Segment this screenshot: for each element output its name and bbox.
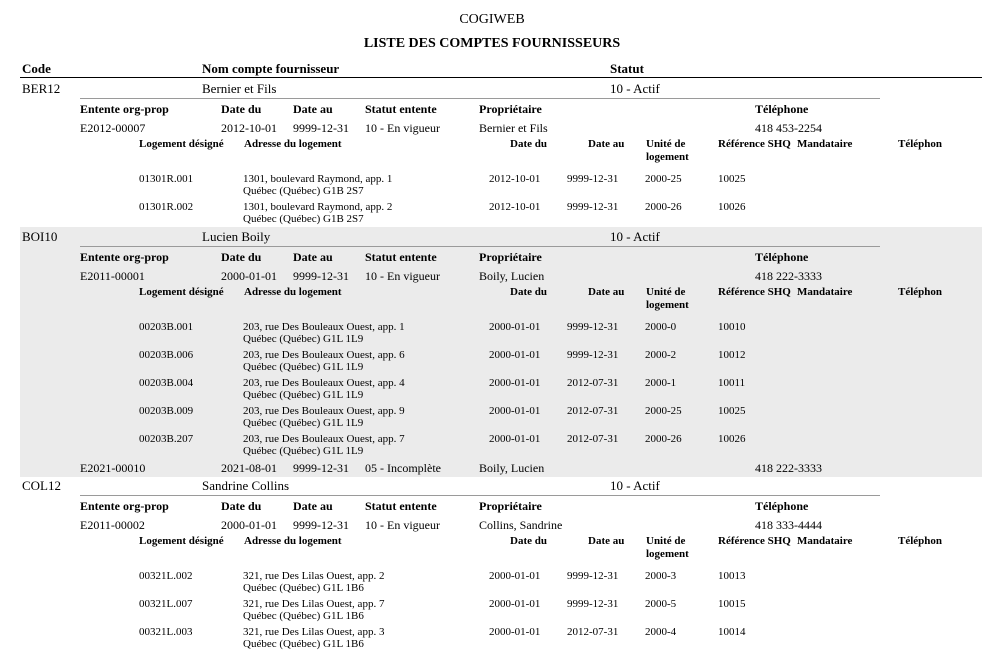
unit-date-au: 9999-12-31 (567, 201, 619, 213)
supplier-rule (80, 98, 880, 99)
unit-designe: 01301R.001 (139, 173, 194, 185)
agreement-date-du: 2021-08-01 (221, 461, 277, 475)
unit-address-line2: Québec (Québec) G1L 1L9 (243, 417, 364, 429)
agreement-status: 05 - Incomplète (365, 461, 441, 475)
ref-shq-header: Référence SHQ (718, 138, 791, 150)
agreement-status: 10 - En vigueur (365, 121, 440, 135)
agreement-date-au: 9999-12-31 (293, 269, 349, 283)
supplier-status: 10 - Actif (610, 478, 660, 493)
supplier-code: BER12 (22, 81, 61, 96)
statut-entente-header: Statut entente (365, 499, 437, 513)
column-header-status: Statut (610, 61, 644, 76)
unit-address-line1: 321, rue Des Lilas Ouest, app. 3 (243, 626, 385, 638)
mandataire-header: Mandataire (797, 138, 853, 150)
unit-address-line1: 203, rue Des Bouleaux Ouest, app. 1 (243, 321, 405, 333)
unit-date-au: 2012-07-31 (567, 377, 619, 389)
date-au-header: Date au (293, 499, 333, 513)
entente-header: Entente org-prop (80, 499, 169, 513)
unit-address-line2: Québec (Québec) G1B 2S7 (243, 185, 364, 197)
agreement-date-du: 2000-01-01 (221, 269, 277, 283)
unit-date-du-header: Date du (510, 535, 547, 547)
agreement-id: E2012-00007 (80, 121, 146, 135)
unit-address-line1: 203, rue Des Bouleaux Ouest, app. 6 (243, 349, 405, 361)
unit-date-du: 2000-01-01 (489, 433, 541, 445)
logement-designe-header: Logement désigné (139, 138, 224, 150)
agreement-phone: 418 222-3333 (755, 461, 822, 475)
unit-designe: 00321L.007 (139, 598, 193, 610)
unit-address-line2: Québec (Québec) G1L 1L9 (243, 445, 364, 457)
unit-date-au-header: Date au (588, 138, 625, 150)
unit-code: 2000-1 (645, 377, 677, 389)
unit-code: 2000-25 (645, 405, 682, 417)
agreement-phone: 418 333-4444 (755, 518, 822, 532)
agreement-id: E2011-00002 (80, 518, 145, 532)
telephone-header: Téléphone (755, 499, 809, 513)
unit-date-au: 9999-12-31 (567, 349, 619, 361)
ref-shq-header: Référence SHQ (718, 535, 791, 547)
unite-header-line2: logement (646, 548, 689, 560)
unit-code: 2000-4 (645, 626, 677, 638)
unit-address-line1: 203, rue Des Bouleaux Ouest, app. 7 (243, 433, 405, 445)
telephone-header: Téléphone (755, 250, 809, 264)
supplier-rule (80, 495, 880, 496)
agreement-owner: Boily, Lucien (479, 269, 545, 283)
unit-date-du: 2012-10-01 (489, 173, 541, 185)
supplier-name: Bernier et Fils (202, 81, 277, 96)
header-rule (20, 77, 982, 78)
unit-ref-shq: 10025 (718, 405, 746, 417)
supplier-code: COL12 (22, 478, 61, 493)
agreement-date-du: 2000-01-01 (221, 518, 277, 532)
unite-header-line1: Unité de (646, 286, 686, 298)
date-du-header: Date du (221, 102, 262, 116)
unite-header-line2: logement (646, 299, 689, 311)
unit-date-du: 2000-01-01 (489, 321, 541, 333)
unit-address-line2: Québec (Québec) G1B 2S7 (243, 213, 364, 225)
unit-ref-shq: 10014 (718, 626, 746, 638)
column-header-code: Code (22, 61, 51, 76)
agreement-owner: Bernier et Fils (479, 121, 548, 135)
statut-entente-header: Statut entente (365, 102, 437, 116)
unit-address-line2: Québec (Québec) G1L 1L9 (243, 361, 364, 373)
unit-address-line1: 203, rue Des Bouleaux Ouest, app. 9 (243, 405, 405, 417)
unite-header-line2: logement (646, 151, 689, 163)
company-name: COGIWEB (459, 12, 525, 27)
unit-date-au: 9999-12-31 (567, 570, 619, 582)
unit-designe: 00203B.009 (139, 405, 194, 417)
unit-code: 2000-26 (645, 201, 682, 213)
unit-address-line2: Québec (Québec) G1L 1B6 (243, 638, 364, 650)
unite-header-line1: Unité de (646, 535, 686, 547)
agreement-id: E2021-00010 (80, 461, 146, 475)
agreement-date-au: 9999-12-31 (293, 461, 349, 475)
unit-date-au: 2012-07-31 (567, 433, 619, 445)
unit-code: 2000-5 (645, 598, 677, 610)
unit-address-line1: 1301, boulevard Raymond, app. 1 (243, 173, 393, 185)
entente-header: Entente org-prop (80, 250, 169, 264)
date-au-header: Date au (293, 250, 333, 264)
date-du-header: Date du (221, 499, 262, 513)
entente-header: Entente org-prop (80, 102, 169, 116)
unit-date-du: 2000-01-01 (489, 570, 541, 582)
unit-date-au: 2012-07-31 (567, 626, 619, 638)
telephone-unit-header: Téléphon (898, 138, 943, 150)
proprietaire-header: Propriétaire (479, 250, 542, 264)
column-header-supplier-name: Nom compte fournisseur (202, 61, 340, 76)
supplier-status: 10 - Actif (610, 229, 660, 244)
unit-ref-shq: 10010 (718, 321, 746, 333)
unit-address-line1: 321, rue Des Lilas Ouest, app. 7 (243, 598, 385, 610)
unit-ref-shq: 10026 (718, 433, 746, 445)
unit-date-du-header: Date du (510, 286, 547, 298)
agreement-phone: 418 453-2254 (755, 121, 822, 135)
unit-date-du-header: Date du (510, 138, 547, 150)
report-title: LISTE DES COMPTES FOURNISSEURS (363, 36, 621, 51)
unit-code: 2000-0 (645, 321, 677, 333)
supplier-status: 10 - Actif (610, 81, 660, 96)
unit-designe: 00203B.001 (139, 321, 194, 333)
logement-designe-header: Logement désigné (139, 535, 224, 547)
unit-code: 2000-25 (645, 173, 682, 185)
unit-address-line2: Québec (Québec) G1L 1L9 (243, 333, 364, 345)
unit-date-au: 2012-07-31 (567, 405, 619, 417)
unit-date-du: 2000-01-01 (489, 377, 541, 389)
unit-date-au: 9999-12-31 (567, 598, 619, 610)
unit-ref-shq: 10015 (718, 598, 746, 610)
adresse-header: Adresse du logement (244, 286, 342, 298)
unit-designe: 01301R.002 (139, 201, 194, 213)
unit-designe: 00321L.003 (139, 626, 193, 638)
logement-designe-header: Logement désigné (139, 286, 224, 298)
unit-date-au: 9999-12-31 (567, 321, 619, 333)
agreement-owner: Collins, Sandrine (479, 518, 563, 532)
unit-address-line1: 321, rue Des Lilas Ouest, app. 2 (243, 570, 385, 582)
unit-address-line2: Québec (Québec) G1L 1B6 (243, 582, 364, 594)
unit-code: 2000-26 (645, 433, 682, 445)
unit-ref-shq: 10012 (718, 349, 746, 361)
agreement-phone: 418 222-3333 (755, 269, 822, 283)
unit-date-du: 2000-01-01 (489, 405, 541, 417)
telephone-unit-header: Téléphon (898, 286, 943, 298)
unit-ref-shq: 10026 (718, 201, 746, 213)
date-du-header: Date du (221, 250, 262, 264)
unit-code: 2000-3 (645, 570, 677, 582)
supplier-name: Sandrine Collins (202, 478, 290, 493)
telephone-header: Téléphone (755, 102, 809, 116)
agreement-status: 10 - En vigueur (365, 269, 440, 283)
agreement-id: E2011-00001 (80, 269, 145, 283)
unit-designe: 00203B.006 (139, 349, 194, 361)
supplier-rule (80, 246, 880, 247)
supplier-name: Lucien Boily (202, 229, 271, 244)
mandataire-header: Mandataire (797, 286, 853, 298)
agreement-owner: Boily, Lucien (479, 461, 545, 475)
unit-address-line2: Québec (Québec) G1L 1B6 (243, 610, 364, 622)
unit-address-line1: 1301, boulevard Raymond, app. 2 (243, 201, 393, 213)
unit-designe: 00203B.207 (139, 433, 194, 445)
adresse-header: Adresse du logement (244, 535, 342, 547)
telephone-unit-header: Téléphon (898, 535, 943, 547)
mandataire-header: Mandataire (797, 535, 853, 547)
unit-date-du: 2000-01-01 (489, 349, 541, 361)
ref-shq-header: Référence SHQ (718, 286, 791, 298)
proprietaire-header: Propriétaire (479, 499, 542, 513)
unit-ref-shq: 10013 (718, 570, 746, 582)
agreement-date-au: 9999-12-31 (293, 121, 349, 135)
unit-date-du: 2012-10-01 (489, 201, 541, 213)
unit-date-du: 2000-01-01 (489, 598, 541, 610)
statut-entente-header: Statut entente (365, 250, 437, 264)
proprietaire-header: Propriétaire (479, 102, 542, 116)
unite-header-line1: Unité de (646, 138, 686, 150)
unit-ref-shq: 10011 (718, 377, 746, 389)
unit-code: 2000-2 (645, 349, 677, 361)
unit-date-au-header: Date au (588, 535, 625, 547)
unit-date-au-header: Date au (588, 286, 625, 298)
unit-designe: 00321L.002 (139, 570, 193, 582)
agreement-date-du: 2012-10-01 (221, 121, 277, 135)
date-au-header: Date au (293, 102, 333, 116)
unit-address-line1: 203, rue Des Bouleaux Ouest, app. 4 (243, 377, 405, 389)
unit-address-line2: Québec (Québec) G1L 1L9 (243, 389, 364, 401)
adresse-header: Adresse du logement (244, 138, 342, 150)
unit-date-du: 2000-01-01 (489, 626, 541, 638)
unit-designe: 00203B.004 (139, 377, 194, 389)
supplier-code: BOI10 (22, 229, 58, 244)
unit-date-au: 9999-12-31 (567, 173, 619, 185)
agreement-status: 10 - En vigueur (365, 518, 440, 532)
unit-ref-shq: 10025 (718, 173, 746, 185)
agreement-date-au: 9999-12-31 (293, 518, 349, 532)
